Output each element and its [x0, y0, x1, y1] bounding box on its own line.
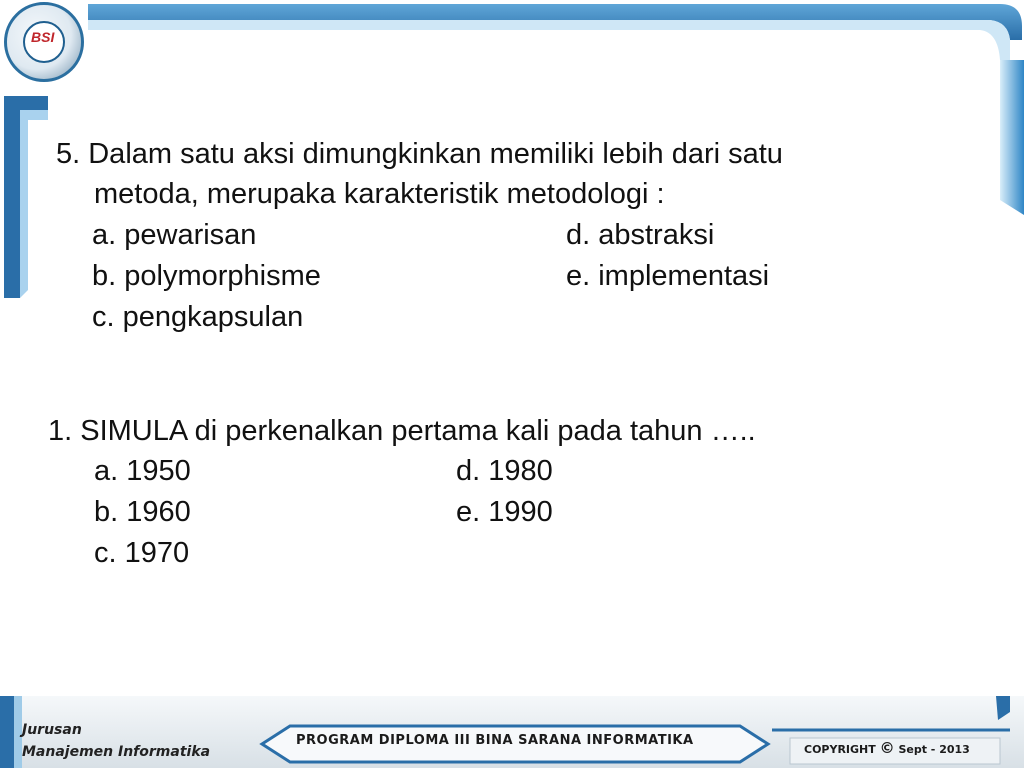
question5-option-a: a. pewarisan	[92, 219, 257, 251]
question1-line1: 1. SIMULA di perkenalkan pertama kali pada tahun …..	[48, 415, 756, 447]
question1-option-b: b. 1960	[94, 496, 191, 528]
question5-option-e: e. implementasi	[566, 260, 770, 292]
logo-text: BSI	[31, 29, 55, 45]
question5-option-b: b. polymorphisme	[92, 260, 321, 292]
copyright-prefix: COPYRIGHT	[804, 743, 876, 756]
question5-line2: metoda, merupaka karakteristik metodologi :	[94, 178, 665, 210]
question1-option-e: e. 1990	[456, 496, 553, 528]
bsi-logo	[4, 2, 84, 82]
footer-dept-line1: Jurusan	[22, 722, 82, 738]
question5-line1: 5. Dalam satu aksi dimungkinkan memiliki lebih dari satu	[56, 138, 783, 170]
question1-option-c: c. 1970	[94, 537, 190, 569]
footer-copyright	[804, 739, 970, 757]
footer-program: PROGRAM DIPLOMA III BINA SARANA INFORMATIKA	[296, 733, 694, 748]
footer-dept-line2: Manajemen Informatika	[22, 744, 211, 760]
question1-option-d: d. 1980	[456, 455, 553, 487]
question5-option-d: d. abstraksi	[566, 219, 715, 251]
question1-option-a: a. 1950	[94, 455, 191, 487]
copyright-icon: ©	[879, 739, 895, 757]
question5-option-c: c. pengkapsulan	[92, 301, 304, 333]
copyright-suffix: Sept - 2013	[898, 743, 970, 756]
